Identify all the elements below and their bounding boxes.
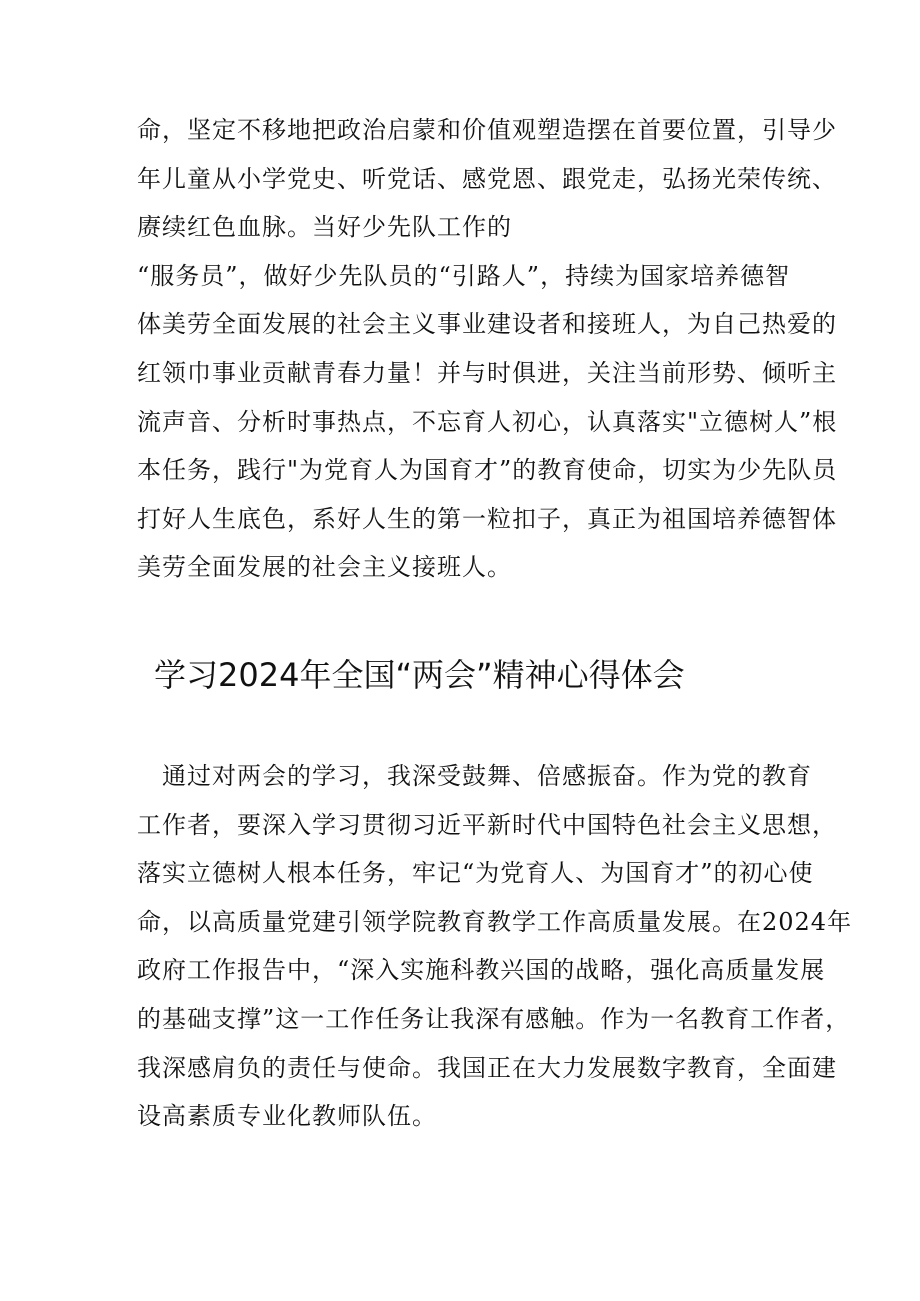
text-line: 体美劳全面发展的社会主义事业建设者和接班人，为自己热爱的 [137,310,837,339]
text-line: 工作者，要深入学习贯彻习近平新时代中国特色社会主义思想， [137,810,837,839]
body-paragraph-1 [137,106,838,592]
text-line: 命，坚定不移地把政治启蒙和价值观塑造摆在首要位置，引导少 [137,116,837,144]
text-line: 年儿童从小学党史、听党话、感党恩、跟党走，弘扬光荣传统、 [137,164,837,193]
text-line: 美劳全面发展的社会主义接班人。 [137,553,512,582]
text-line: “服务员”，做好少先队员的“引路人”，持续为国家培养德智 [137,261,791,290]
text-line: 通过对两会的学习，我深受鼓舞、倍感振奋。作为党的教育 [137,762,812,790]
text-line: 打好人生底色，系好人生的第一粒扣子，真正为祖国培养德智体 [137,504,837,533]
text-line: 本任务，践行"为党育人为国育才”的教育使命，切实为少先队员 [137,456,838,485]
text-line: 政府工作报告中，“深入实施科教兴国的战略，强化高质量发展 [137,956,826,985]
text-line: 命，以高质量党建引领学院教育教学工作高质量发展。在2024年 [137,907,853,936]
text-line: 红领巾事业贡献青春力量！并与时俱进，关注当前形势、倾听主 [137,358,837,387]
text-line: 设高素质专业化教师队伍。 [137,1102,437,1131]
text-line: 赓续红色血脉。当好少先队工作的 [137,213,512,242]
text-line: 的基础支撑”这一工作任务让我深有感触。作为一名教育工作者， [137,1004,851,1033]
text-line: 我深感肩负的责任与使命。我国正在大力发展数字教育，全面建 [137,1053,837,1082]
text-line: 落实立德树人根本任务，牢记“为党育人、为国育才”的初心使 [137,859,814,888]
body-paragraph-2 [137,752,853,1141]
text-line: 流声音、分析时事热点，不忘育人初心，认真落实"立德树人”根 [137,407,838,436]
section-heading: 学习2024年全国“两会”精神心得体会 [154,656,685,694]
